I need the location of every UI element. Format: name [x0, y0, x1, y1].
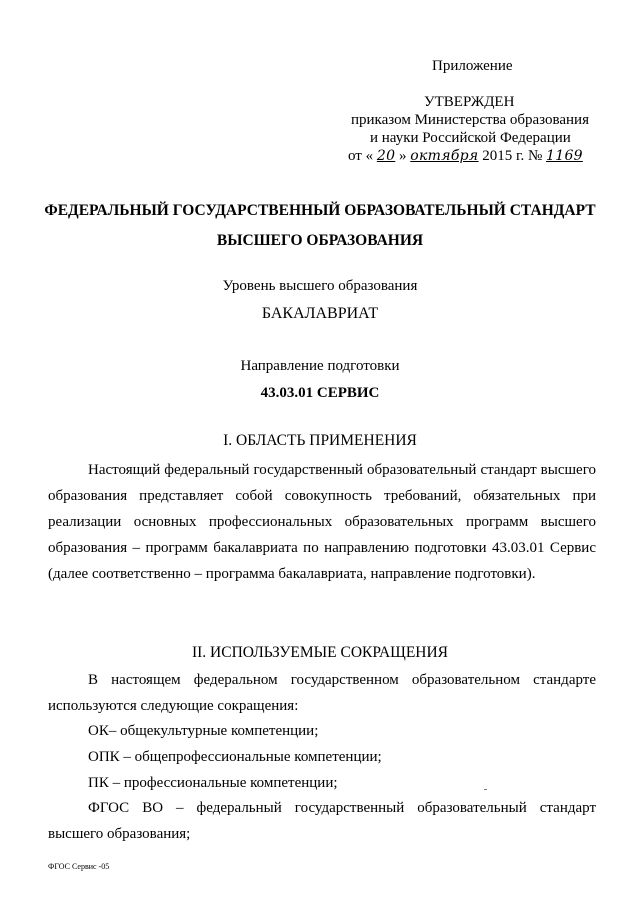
order-date-line	[348, 148, 583, 166]
order-line-ministry: приказом Министерства образования	[351, 112, 589, 128]
level-value: БАКАЛАВРИАТ	[261, 305, 379, 322]
order-line-science: и науки Российской Федерации	[370, 130, 571, 146]
section-2-intro: В настоящем федеральном государственном образовательном стандарте используются следующие сокращения:	[48, 672, 596, 714]
order-date-prefix: от «	[348, 148, 374, 164]
order-number-handwritten: 1169	[546, 148, 583, 164]
direction-label: Направление подготовки	[240, 358, 400, 374]
direction-value: 43.03.01 СЕРВИС	[260, 385, 380, 401]
title-line-1: ФЕДЕРАЛЬНЫЙ ГОСУДАРСТВЕННЫЙ ОБРАЗОВАТЕЛЬНЫЙ СТАНДАРТ	[44, 202, 596, 219]
abbreviation-item-pk: ПК – профессиональные компетенции;	[88, 775, 338, 791]
abbreviation-item-ok: ОК– общекультурные компетенции;	[88, 723, 319, 739]
abbreviation-item-fgos: ФГОС ВО – федеральный государственный образовательный стандарт высшего образования;	[48, 800, 596, 842]
title-line-2: ВЫСШЕГО ОБРАЗОВАНИЯ	[216, 232, 424, 249]
order-day-handwritten: 20	[376, 148, 396, 164]
abbreviation-item-opk: ОПК – общепрофессиональные компетенции;	[88, 749, 382, 765]
order-date-mid: »	[399, 148, 407, 164]
approved-label: УТВЕРЖДЕН	[424, 94, 515, 110]
section-2-heading: II. ИСПОЛЬЗУЕМЫЕ СОКРАЩЕНИЯ	[191, 644, 449, 661]
footer-code: ФГОС Сервис -05	[48, 862, 110, 871]
order-month-handwritten: октября	[410, 148, 479, 164]
level-label: Уровень высшего образования	[222, 278, 418, 294]
scan-speck	[484, 789, 487, 790]
order-year: 2015 г. №	[482, 148, 543, 164]
section-1-heading: I. ОБЛАСТЬ ПРИМЕНЕНИЯ	[223, 432, 417, 449]
document-title	[0, 196, 640, 256]
appendix-label: Приложение	[432, 58, 513, 74]
section-1-paragraph: Настоящий федеральный государственный образовательный стандарт высшего образования представляет собой совокупность требований, обязательных при реализации основных профессиональных образовательных программ высшего образования – программ бакалавриата по направлению подготовки 43.03.01 Сервис (далее соответственно – программа бакалавриата, направление подготовки).	[48, 462, 596, 582]
